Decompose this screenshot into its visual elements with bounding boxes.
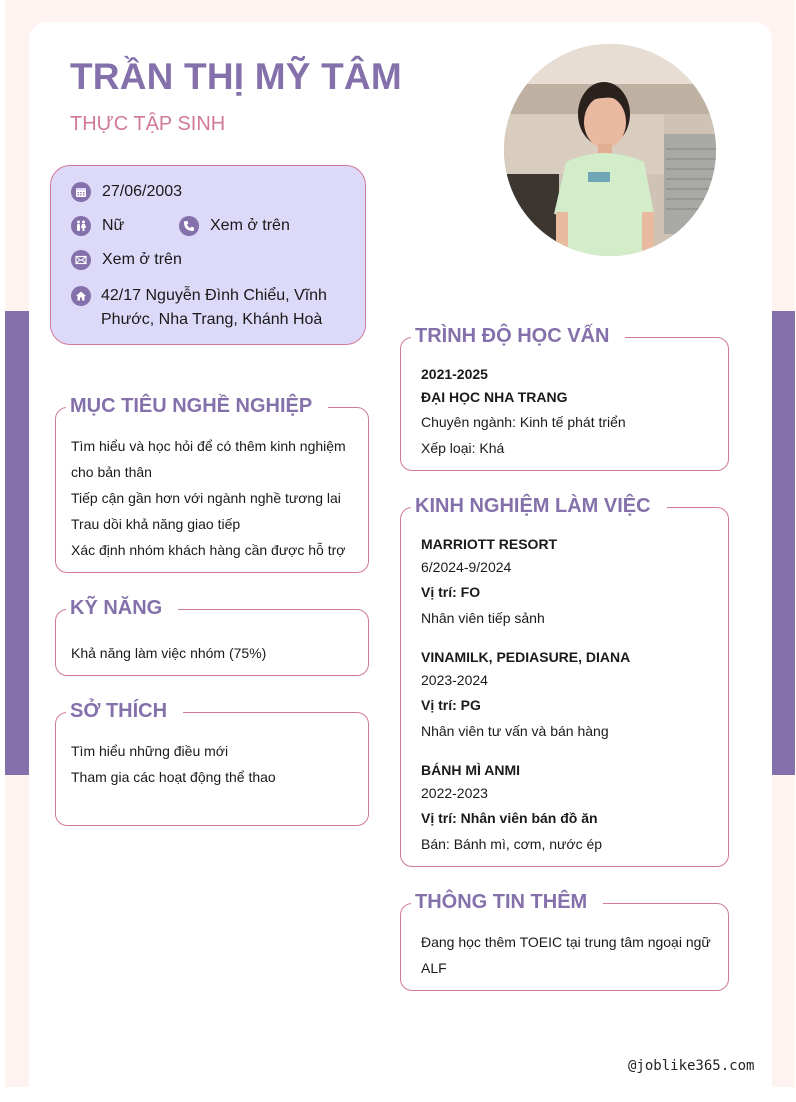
- job-company: MARRIOTT RESORT: [421, 536, 558, 552]
- mail-icon: [71, 250, 91, 270]
- education-section: [400, 325, 729, 471]
- job-position: Vị trí: FO: [421, 584, 481, 600]
- job-position: Vị trí: Nhân viên bán đồ ăn: [421, 810, 598, 826]
- gender-value: Nữ: [102, 217, 125, 234]
- additional-info-body: [421, 929, 718, 981]
- gender-icon: [71, 216, 91, 236]
- hobby-item: Tìm hiểu những điều mới: [71, 743, 229, 759]
- objective-item: Tiếp cận gần hơn với ngành nghề tương lai: [71, 490, 341, 506]
- hobbies-section: [55, 700, 369, 826]
- job-period: 6/2024-9/2024: [421, 559, 512, 575]
- education-major: Chuyên ngành: Kinh tế phát triển: [421, 414, 626, 430]
- additional-info-title: THÔNG TIN THÊM: [411, 888, 603, 916]
- education-title: TRÌNH ĐỘ HỌC VẤN: [411, 322, 625, 350]
- additional-info-section: [400, 891, 729, 991]
- objective-list: [71, 433, 358, 563]
- address-row-icon: [71, 286, 102, 306]
- birthday-value: 27/06/2003: [102, 183, 183, 200]
- email-row: [71, 250, 182, 270]
- skills-title: KỸ NĂNG: [66, 594, 178, 622]
- email-value: Xem ở trên: [102, 251, 182, 268]
- job-description: Nhân viên tiếp sảnh: [421, 610, 545, 626]
- job-entry: [421, 646, 718, 744]
- objective-item: Trau dồi khả năng giao tiếp: [71, 516, 241, 532]
- additional-info-line: Đang học thêm TOEIC tại trung tâm ngoại ngữ: [421, 934, 711, 950]
- education-period: 2021-2025: [421, 366, 488, 382]
- education-body: [421, 363, 718, 461]
- left-accent-band: [5, 311, 29, 775]
- birthday-row: [71, 182, 182, 202]
- job-company: BÁNH MÌ ANMI: [421, 762, 521, 778]
- experience-section: [400, 495, 729, 867]
- phone-icon: [179, 216, 199, 236]
- watermark: @joblike365.com: [628, 1058, 755, 1074]
- experience-title: KINH NGHIỆM LÀM VIỆC: [411, 492, 667, 520]
- phone-value: Xem ở trên: [210, 217, 290, 234]
- candidate-name: TRẦN THỊ MỸ TÂM: [70, 56, 402, 97]
- education-school: ĐẠI HỌC NHA TRANG: [421, 389, 568, 405]
- profile-photo-illustration: [504, 44, 716, 256]
- address-value: 42/17 Nguyễn Đình Chiểu, Vĩnh Phước, Nha Trang, Khánh Hoà: [101, 287, 327, 328]
- skills-section: [55, 597, 369, 676]
- job-company: VINAMILK, PEDIASURE, DIANA: [421, 649, 631, 665]
- job-entry: [421, 759, 718, 857]
- education-grade: Xếp loại: Khá: [421, 440, 505, 456]
- objective-title: MỤC TIÊU NGHỀ NGHIỆP: [66, 392, 328, 420]
- calendar-icon: [71, 182, 91, 202]
- job-description: Bán: Bánh mì, cơm, nước ép: [421, 836, 603, 852]
- skill-item: Khả năng làm việc nhóm (75%): [71, 645, 267, 661]
- objective-section: [55, 395, 369, 573]
- objective-item: cho bản thân: [71, 464, 152, 480]
- additional-info-line: ALF: [421, 960, 447, 976]
- job-position: Vị trí: PG: [421, 697, 481, 713]
- gender-row: [71, 216, 124, 236]
- job-entry: [421, 533, 718, 631]
- objective-item: Tìm hiểu và học hỏi để có thêm kinh nghiệm: [71, 438, 346, 454]
- right-accent-band: [772, 311, 795, 775]
- candidate-role: THỰC TẬP SINH: [70, 113, 226, 135]
- hobbies-title: SỞ THÍCH: [66, 697, 183, 725]
- job-period: 2022-2023: [421, 785, 488, 801]
- hobbies-list: [71, 738, 358, 790]
- phone-row: [179, 216, 290, 236]
- profile-photo: [504, 44, 716, 256]
- skills-list: [71, 640, 358, 666]
- home-icon: [71, 286, 91, 306]
- hobby-item: Tham gia các hoạt động thể thao: [71, 769, 276, 785]
- contact-info-box: [50, 165, 366, 345]
- job-period: 2023-2024: [421, 672, 488, 688]
- job-description: Nhân viên tư vấn và bán hàng: [421, 723, 609, 739]
- objective-item: Xác định nhóm khách hàng cần được hỗ trợ: [71, 542, 346, 558]
